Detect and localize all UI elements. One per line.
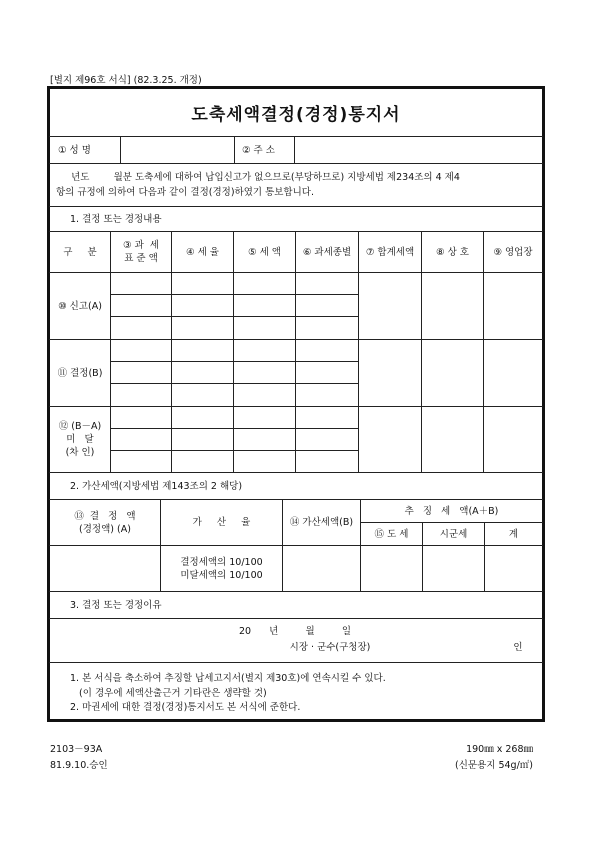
- col-header-tax-type: ⑥ 과세종별: [302, 246, 352, 258]
- divider: [49, 339, 543, 340]
- form-number: [별지 제96호 서식] (82.3.25. 개정): [50, 75, 202, 86]
- intro-line-1: 년도 월분 도축세에 대하여 납입신고가 없으므로(부당하므로) 지방세법 제234조의 4 제4: [56, 172, 460, 183]
- signer: 시장 · 군수(구청장): [289, 641, 371, 653]
- s2-add-tax-header: ⑭ 가산세액(B): [289, 517, 354, 528]
- divider: [110, 383, 358, 384]
- note-1: 1. 본 서식을 축소하여 추징할 납세고지서(별지 제30호)에 연속시킬 수 있다.: [70, 673, 386, 684]
- divider: [49, 406, 543, 407]
- divider: [171, 231, 172, 472]
- divider: [234, 137, 235, 163]
- divider: [110, 450, 358, 451]
- footer-approved: 81.9.10.승인: [50, 760, 108, 771]
- section-1-title: 1. 결정 또는 경정내용: [70, 213, 162, 225]
- col-header-category: 구 분: [63, 246, 97, 258]
- divider: [483, 231, 484, 472]
- divider: [110, 361, 358, 362]
- row-label-reported: ⑩ 신고(A): [58, 300, 102, 312]
- footer-code: 2103－93A: [50, 744, 103, 755]
- s2-decided-amount-header: ⑬ 결 정 액 (경정액) (A): [74, 510, 136, 535]
- seal-mark: 인: [513, 641, 523, 653]
- col-header-tax-base: ③ 과 세 표 준 액: [123, 240, 159, 264]
- s2-city-tax-header: 시군세: [439, 528, 468, 540]
- name-label: ① 성 명: [58, 144, 91, 156]
- divider: [110, 428, 358, 429]
- divider: [110, 294, 358, 295]
- section-2-title: 2. 가산세액(지방세법 제143조의 2 해당): [70, 480, 243, 492]
- divider: [49, 272, 543, 273]
- s2-collect-header: 추 징 세 액(A＋B): [404, 505, 499, 517]
- row-label-shortfall: ⑫ (B－A) 미 달 (차 인): [58, 420, 102, 458]
- divider: [294, 137, 295, 163]
- col-header-total-tax: ⑦ 합계세액: [365, 246, 415, 258]
- address-field[interactable]: [296, 139, 540, 161]
- s2-provincial-tax-header: ⑮ 도 세: [374, 528, 409, 540]
- date-line: 20 년 월 일: [238, 625, 352, 637]
- divider: [120, 137, 121, 163]
- s2-add-rate-header: 가 산 율: [192, 517, 251, 528]
- divider: [49, 618, 543, 619]
- col-header-tax-amount: ⑤ 세 액: [248, 246, 281, 258]
- divider: [421, 231, 422, 472]
- row-label-decided: ⑪ 결정(B): [57, 367, 103, 379]
- divider: [295, 231, 296, 472]
- section-3-title: 3. 결정 또는 경정이유: [70, 599, 162, 611]
- col-header-tax-rate: ④ 세 율: [186, 246, 219, 258]
- divider: [49, 545, 543, 546]
- intro-line-2: 항의 규정에 의하여 다음과 같이 결정(경정)하였기 통보합니다.: [56, 187, 314, 198]
- name-field[interactable]: [122, 139, 232, 161]
- col-header-business-site: ⑨ 영업장: [493, 246, 533, 258]
- divider: [110, 316, 358, 317]
- divider: [49, 662, 543, 663]
- note-2: 2. 마권세에 대한 결정(경정)통지서도 본 서식에 준한다.: [70, 702, 301, 713]
- form-title: 도축세액결정(경정)통지서: [191, 105, 401, 125]
- col-header-trade-name: ⑧ 상 호: [436, 246, 469, 258]
- footer-paper: (신문용지 54g/㎡): [455, 760, 533, 771]
- divider: [233, 231, 234, 472]
- s2-total-header: 계: [508, 528, 519, 540]
- s2-rate-values: 결정세액의 10/100 미달세액의 10/100: [180, 556, 263, 581]
- address-label: ② 주 소: [242, 144, 275, 156]
- divider: [358, 231, 359, 472]
- note-1-sub: (이 경우에 세액산출근거 기타란은 생략할 것): [70, 688, 267, 699]
- footer-size: 190㎜ x 268㎜: [466, 744, 533, 755]
- divider: [110, 231, 111, 472]
- divider: [49, 163, 543, 164]
